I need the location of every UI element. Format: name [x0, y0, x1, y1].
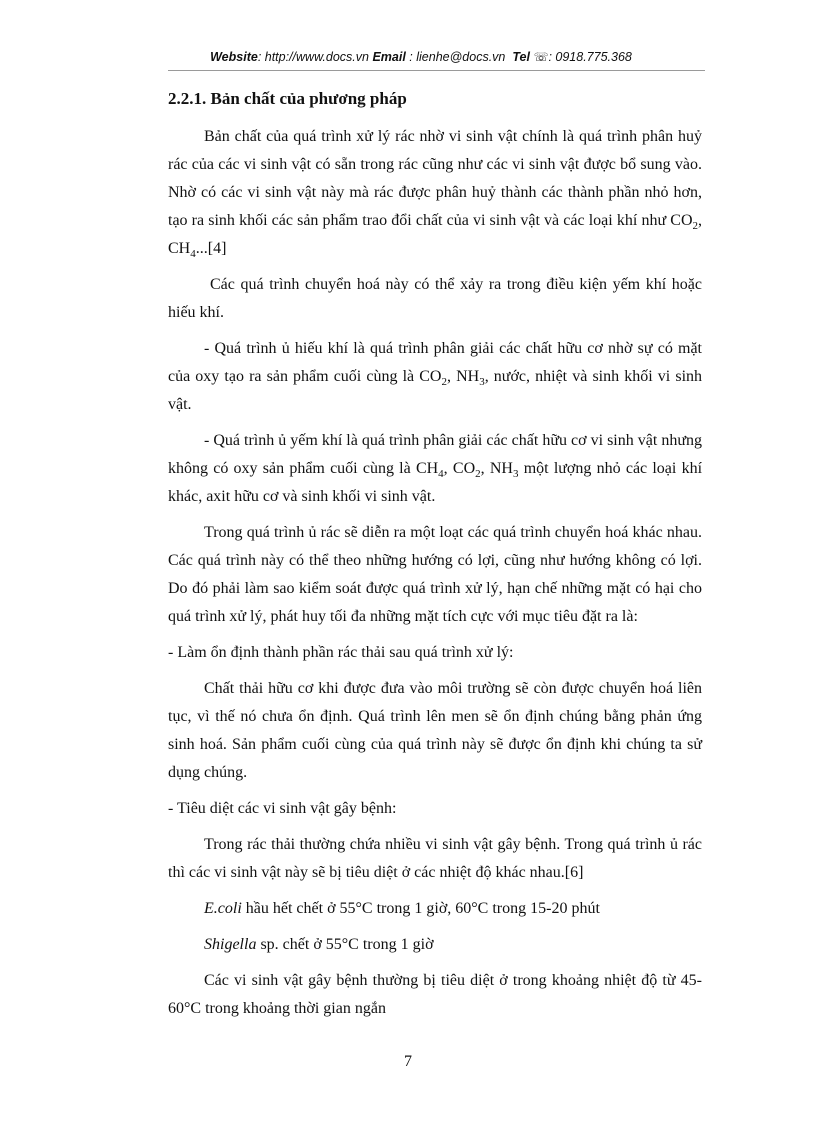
- paragraph-3: - Quá trình ủ hiếu khí là quá trình phân giải các chất hữu cơ nhờ sự có mặt của oxy tạo ra sản phẩm cuối cùng là $CO_2$, $NH_3$, nước, nhiệt và sinh khối vi sinh vật.: [168, 340, 703, 413]
- paragraph-6: - Làm ổn định thành phần rác thải sau quá trình xử lý:: [168, 644, 514, 661]
- paragraph-8: - Tiêu diệt các vi sinh vật gây bệnh:: [168, 800, 397, 817]
- paragraph-5: Trong quá trình ủ rác sẽ diễn ra một loạt các quá trình chuyển hoá khác nhau. Các quá trình này có thể theo những hướng có lợi, cũng như hướng không có lợi. Do đó phải làm sao kiểm soát được quá trình xử lý, hạn chế những mặt có hại cho quá trình xử lý, phát huy tối đa những mặt tích cực với mục tiêu đặt ra là:: [168, 524, 702, 625]
- header-rule: [168, 70, 705, 71]
- paragraph-4: - Quá trình ủ yếm khí là quá trình phân giải các chất hữu cơ vi sinh vật nhưng không có oxy sản phẩm cuối cùng là $CH_4$, $CO_2$, $NH_3$ một lượng nhỏ các loại khí khác, axit hữu cơ và sinh khối vi sinh vật.: [168, 432, 703, 505]
- phone-icon: ☏: [533, 50, 549, 64]
- paragraph-7: Chất thải hữu cơ khi được đưa vào môi trường sẽ còn được chuyển hoá liên tục, vì thế nó chưa ổn định. Quá trình lên men sẽ ổn định chúng bằng phản ứng sinh hoá. Sản phẩm cuối cùng của quá trình này sẽ được ổn định khi chúng ta sử dụng chúng.: [168, 680, 702, 781]
- paragraph-9: Trong rác thải thường chứa nhiều vi sinh vật gây bệnh. Trong quá trình ủ rác thì các vi sinh vật này sẽ bị tiêu diệt ở các nhiệt độ khác nhau.[6]: [168, 836, 702, 881]
- email-value: : lienhe@docs.vn: [405, 50, 506, 64]
- tel-label: Tel: [512, 50, 530, 64]
- paragraph-11: Shigella sp. chết ở 55°C trong 1 giờ: [204, 936, 434, 953]
- page-number: 7: [404, 1053, 412, 1070]
- paragraph-2: Các quá trình chuyển hoá này có thể xảy ra trong điều kiện yếm khí hoặc hiếu khí.: [168, 276, 702, 321]
- paragraph-1: Bản chất của quá trình xử lý rác nhờ vi sinh vật chính là quá trình phân huỷ rác của các vi sinh vật có sẵn trong rác cũng như các vi sinh vật được bổ sung vào. Nhờ có các vi sinh vật này mà rác được phân huỷ thành các thành phần nhỏ hơn, tạo ra sinh khối các sản phẩm trao đổi chất của vi sinh vật và các loại khí như $CO_2$, $CH_4...[4]$: [168, 128, 702, 261]
- paragraph-10: E.coli hầu hết chết ở 55°C trong 1 giờ, 60°C trong 15-20 phút: [204, 900, 600, 917]
- email-label: Email: [372, 50, 406, 64]
- website-label: Website: [210, 50, 258, 64]
- website-value: : http://www.docs.vn: [257, 50, 369, 64]
- paragraph-12: Các vi sinh vật gây bệnh thường bị tiêu diệt ở trong khoảng nhiệt độ từ 45-60°C trong khoảng thời gian ngắn: [168, 972, 702, 1017]
- tel-value: : 0918.775.368: [548, 50, 632, 64]
- section-heading: 2.2.1. Bản chất của phương pháp: [168, 89, 407, 108]
- page-header: [186, 50, 656, 64]
- page-content: [168, 85, 702, 1031]
